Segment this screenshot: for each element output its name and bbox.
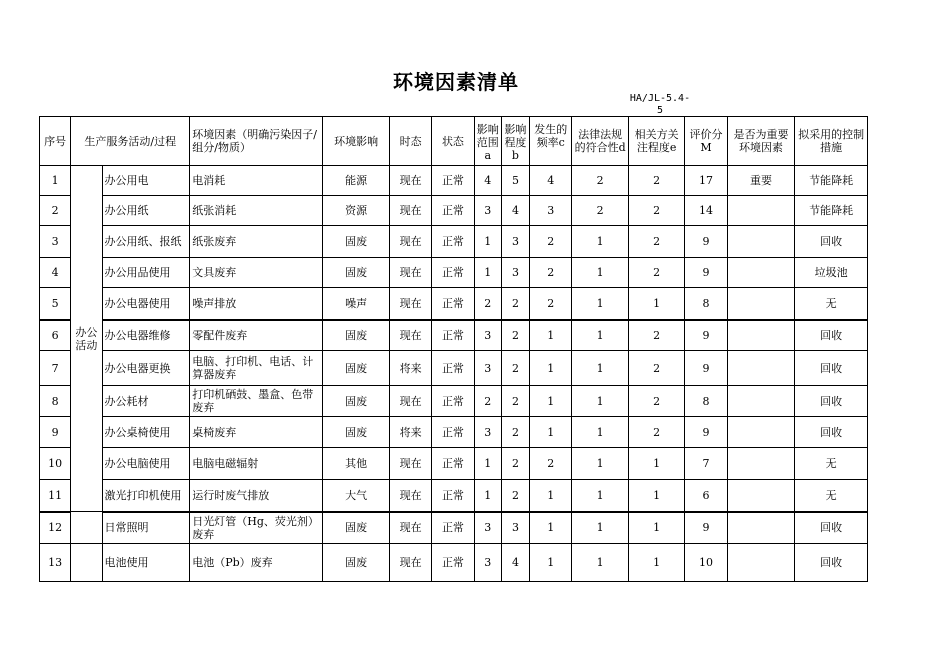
cell-e: 2 <box>628 351 684 386</box>
cell-activity: 办公耗材 <box>102 386 190 417</box>
cell-d: 1 <box>572 258 628 288</box>
cell-e: 2 <box>628 258 684 288</box>
table-row <box>40 512 868 544</box>
cell-c: 1 <box>530 386 572 417</box>
cell-m: 8 <box>685 288 727 320</box>
cell-a: 1 <box>474 226 501 258</box>
cell-d: 2 <box>572 166 628 196</box>
cell-impact: 固废 <box>323 544 390 582</box>
cell-factor: 纸张废弃 <box>190 226 323 258</box>
cell-d: 2 <box>572 196 628 226</box>
cell-e: 2 <box>628 320 684 351</box>
cell-c: 2 <box>530 226 572 258</box>
cell-measures: 回收 <box>795 544 868 582</box>
cell-seq: 11 <box>40 480 71 512</box>
header-d: 法律法规的符合性d <box>572 117 628 166</box>
cell-m: 14 <box>685 196 727 226</box>
header-tense: 时态 <box>389 117 431 166</box>
cell-a: 3 <box>474 544 501 582</box>
cell-state: 正常 <box>432 226 474 258</box>
cell-c: 1 <box>530 351 572 386</box>
cell-measures: 无 <box>795 480 868 512</box>
cell-d: 1 <box>572 386 628 417</box>
cell-m: 9 <box>685 226 727 258</box>
cell-activity: 办公用品使用 <box>102 258 190 288</box>
cell-impact: 固废 <box>323 320 390 351</box>
cell-factor: 电消耗 <box>190 166 323 196</box>
cell-impact: 固废 <box>323 512 390 544</box>
cell-measures: 回收 <box>795 386 868 417</box>
cell-seq: 4 <box>40 258 71 288</box>
cell-m: 9 <box>685 512 727 544</box>
cell-seq: 12 <box>40 512 71 544</box>
cell-activity: 办公电器维修 <box>102 320 190 351</box>
cell-measures: 回收 <box>795 226 868 258</box>
header-b <box>501 117 529 166</box>
cell-state: 正常 <box>432 480 474 512</box>
cell-state: 正常 <box>432 320 474 351</box>
cell-factor: 桌椅废弃 <box>190 417 323 448</box>
cell-e: 1 <box>628 288 684 320</box>
environment-factor-table <box>39 116 868 582</box>
cell-tense: 现在 <box>389 512 431 544</box>
table-row <box>40 320 868 351</box>
cell-c: 2 <box>530 258 572 288</box>
cell-measures: 节能降耗 <box>795 166 868 196</box>
cell-a: 1 <box>474 480 501 512</box>
cell-significant <box>727 288 795 320</box>
cell-state: 正常 <box>432 258 474 288</box>
table-row <box>40 448 868 480</box>
cell-tense: 现在 <box>389 166 431 196</box>
cell-c: 1 <box>530 480 572 512</box>
cell-factor: 电脑、打印机、电话、计算器废弃 <box>190 351 323 386</box>
cell-seq: 13 <box>40 544 71 582</box>
header-c <box>530 117 572 166</box>
cell-m: 9 <box>685 258 727 288</box>
cell-c: 4 <box>530 166 572 196</box>
cell-m: 10 <box>685 544 727 582</box>
cell-e: 1 <box>628 480 684 512</box>
header-significant: 是否为重要环境因素 <box>727 117 795 166</box>
cell-significant <box>727 480 795 512</box>
cell-impact: 固废 <box>323 417 390 448</box>
header-b-label: 影响程度b <box>504 123 527 159</box>
cell-a: 3 <box>474 320 501 351</box>
cell-m: 6 <box>685 480 727 512</box>
cell-seq: 8 <box>40 386 71 417</box>
cell-measures: 回收 <box>795 351 868 386</box>
cell-factor: 零配件废弃 <box>190 320 323 351</box>
table-row <box>40 351 868 386</box>
cell-activity: 日常照明 <box>102 512 190 544</box>
header-state: 状态 <box>432 117 474 166</box>
cell-impact: 固废 <box>323 386 390 417</box>
cell-significant <box>727 512 795 544</box>
table-body <box>40 166 868 582</box>
cell-a: 4 <box>474 166 501 196</box>
cell-seq: 5 <box>40 288 71 320</box>
cell-b: 3 <box>501 258 529 288</box>
cell-activity: 激光打印机使用 <box>102 480 190 512</box>
cell-significant <box>727 196 795 226</box>
cell-impact: 噪声 <box>323 288 390 320</box>
cell-m: 9 <box>685 417 727 448</box>
cell-e: 2 <box>628 226 684 258</box>
group-empty-cell <box>71 512 102 544</box>
cell-measures: 回收 <box>795 320 868 351</box>
cell-c: 3 <box>530 196 572 226</box>
group-label-cell: 办公活动 <box>71 166 102 512</box>
cell-impact: 固废 <box>323 351 390 386</box>
cell-activity: 办公用电 <box>102 166 190 196</box>
cell-significant: 重要 <box>727 166 795 196</box>
cell-impact: 大气 <box>323 480 390 512</box>
cell-seq: 3 <box>40 226 71 258</box>
cell-e: 2 <box>628 386 684 417</box>
cell-tense: 现在 <box>389 448 431 480</box>
header-a <box>474 117 501 166</box>
cell-d: 1 <box>572 417 628 448</box>
cell-tense: 现在 <box>389 288 431 320</box>
cell-b: 2 <box>501 386 529 417</box>
cell-factor: 运行时废气排放 <box>190 480 323 512</box>
cell-significant <box>727 320 795 351</box>
cell-state: 正常 <box>432 544 474 582</box>
cell-m: 9 <box>685 351 727 386</box>
cell-tense: 现在 <box>389 258 431 288</box>
header-measures: 拟采用的控制措施 <box>795 117 868 166</box>
cell-e: 1 <box>628 512 684 544</box>
cell-c: 1 <box>530 544 572 582</box>
cell-m: 17 <box>685 166 727 196</box>
cell-tense: 将来 <box>389 351 431 386</box>
cell-measures: 节能降耗 <box>795 196 868 226</box>
cell-d: 1 <box>572 226 628 258</box>
cell-impact: 资源 <box>323 196 390 226</box>
header-c-label: 发生的频率c <box>534 123 568 149</box>
cell-significant <box>727 386 795 417</box>
cell-d: 1 <box>572 351 628 386</box>
cell-seq: 2 <box>40 196 71 226</box>
cell-seq: 1 <box>40 166 71 196</box>
cell-b: 5 <box>501 166 529 196</box>
header-e: 相关方关注程度e <box>628 117 684 166</box>
header-activity: 生产服务活动/过程 <box>71 117 190 166</box>
cell-c: 2 <box>530 448 572 480</box>
cell-seq: 9 <box>40 417 71 448</box>
cell-b: 2 <box>501 448 529 480</box>
cell-measures: 无 <box>795 288 868 320</box>
cell-measures: 回收 <box>795 512 868 544</box>
header-a-label: 影响范围a <box>476 123 499 159</box>
cell-a: 3 <box>474 417 501 448</box>
cell-b: 2 <box>501 351 529 386</box>
cell-d: 1 <box>572 544 628 582</box>
cell-a: 1 <box>474 258 501 288</box>
cell-e: 2 <box>628 166 684 196</box>
table-row <box>40 226 868 258</box>
table-row <box>40 196 868 226</box>
table-row <box>40 480 868 512</box>
cell-c: 2 <box>530 288 572 320</box>
cell-factor: 文具废弃 <box>190 258 323 288</box>
cell-impact: 其他 <box>323 448 390 480</box>
cell-c: 1 <box>530 512 572 544</box>
cell-factor: 打印机硒鼓、墨盒、色带废弃 <box>190 386 323 417</box>
cell-tense: 现在 <box>389 386 431 417</box>
cell-seq: 6 <box>40 320 71 351</box>
cell-m: 8 <box>685 386 727 417</box>
cell-a: 3 <box>474 196 501 226</box>
cell-d: 1 <box>572 480 628 512</box>
header-factor: 环境因素（明确污染因子/组分/物质） <box>190 117 323 166</box>
cell-impact: 固废 <box>323 226 390 258</box>
cell-impact: 能源 <box>323 166 390 196</box>
cell-tense: 现在 <box>389 544 431 582</box>
cell-b: 2 <box>501 288 529 320</box>
cell-state: 正常 <box>432 196 474 226</box>
cell-d: 1 <box>572 448 628 480</box>
cell-e: 2 <box>628 417 684 448</box>
cell-seq: 7 <box>40 351 71 386</box>
cell-factor: 电脑电磁辐射 <box>190 448 323 480</box>
header-impact: 环境影响 <box>323 117 390 166</box>
cell-tense: 现在 <box>389 480 431 512</box>
cell-seq: 10 <box>40 448 71 480</box>
cell-activity: 办公用纸、报纸 <box>102 226 190 258</box>
cell-e: 2 <box>628 196 684 226</box>
cell-activity: 办公电器使用 <box>102 288 190 320</box>
cell-c: 1 <box>530 417 572 448</box>
cell-activity: 电池使用 <box>102 544 190 582</box>
table-row <box>40 258 868 288</box>
cell-e: 1 <box>628 448 684 480</box>
cell-measures: 垃圾池 <box>795 258 868 288</box>
cell-state: 正常 <box>432 166 474 196</box>
cell-measures: 无 <box>795 448 868 480</box>
header-seq: 序号 <box>40 117 71 166</box>
cell-activity: 办公用纸 <box>102 196 190 226</box>
cell-c: 1 <box>530 320 572 351</box>
cell-significant <box>727 448 795 480</box>
cell-a: 2 <box>474 288 501 320</box>
cell-significant <box>727 417 795 448</box>
cell-state: 正常 <box>432 351 474 386</box>
cell-significant <box>727 258 795 288</box>
cell-activity: 办公电脑使用 <box>102 448 190 480</box>
cell-a: 1 <box>474 448 501 480</box>
cell-state: 正常 <box>432 417 474 448</box>
cell-b: 4 <box>501 196 529 226</box>
cell-a: 3 <box>474 512 501 544</box>
cell-significant <box>727 226 795 258</box>
cell-factor: 电池（Pb）废弃 <box>190 544 323 582</box>
cell-d: 1 <box>572 512 628 544</box>
cell-measures: 回收 <box>795 417 868 448</box>
cell-a: 2 <box>474 386 501 417</box>
table-row <box>40 544 868 582</box>
cell-significant <box>727 351 795 386</box>
group-empty-cell <box>71 544 102 582</box>
cell-significant <box>727 544 795 582</box>
cell-activity: 办公电器更换 <box>102 351 190 386</box>
cell-tense: 现在 <box>389 226 431 258</box>
cell-state: 正常 <box>432 386 474 417</box>
cell-activity: 办公桌椅使用 <box>102 417 190 448</box>
table-row <box>40 417 868 448</box>
cell-impact: 固废 <box>323 258 390 288</box>
cell-b: 2 <box>501 480 529 512</box>
cell-tense: 现在 <box>389 320 431 351</box>
cell-m: 7 <box>685 448 727 480</box>
table-row <box>40 166 868 196</box>
header-m: 评价分M <box>685 117 727 166</box>
cell-state: 正常 <box>432 448 474 480</box>
cell-e: 1 <box>628 544 684 582</box>
cell-a: 3 <box>474 351 501 386</box>
cell-b: 4 <box>501 544 529 582</box>
cell-state: 正常 <box>432 512 474 544</box>
table-row <box>40 386 868 417</box>
table-row <box>40 288 868 320</box>
cell-tense: 现在 <box>389 196 431 226</box>
cell-d: 1 <box>572 288 628 320</box>
document-number: HA/JL-5.4-5 <box>629 93 691 116</box>
cell-b: 2 <box>501 417 529 448</box>
page-title: 环境因素清单 <box>393 70 519 94</box>
cell-b: 3 <box>501 226 529 258</box>
cell-factor: 日光灯管（Hg、荧光剂）废弃 <box>190 512 323 544</box>
cell-d: 1 <box>572 320 628 351</box>
cell-m: 9 <box>685 320 727 351</box>
cell-b: 3 <box>501 512 529 544</box>
cell-b: 2 <box>501 320 529 351</box>
header-row <box>40 117 868 166</box>
cell-factor: 噪声排放 <box>190 288 323 320</box>
cell-state: 正常 <box>432 288 474 320</box>
cell-tense: 将来 <box>389 417 431 448</box>
cell-factor: 纸张消耗 <box>190 196 323 226</box>
